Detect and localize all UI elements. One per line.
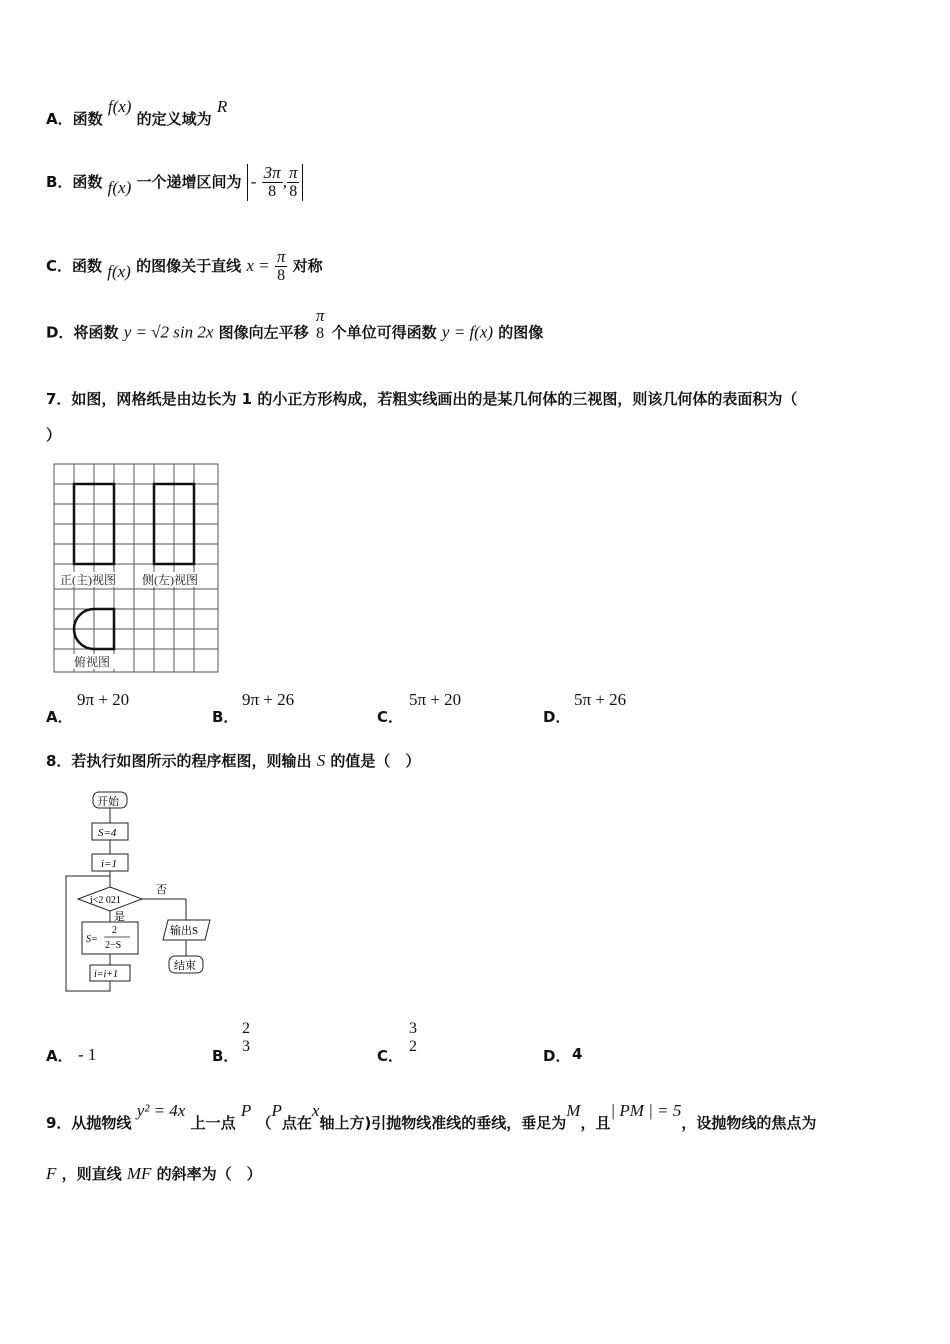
q6-option-a: A．函数 f(x) 的定义域为 R [46,97,228,128]
svg-text:是: 是 [114,911,125,923]
q6-option-c: C．函数 f(x) 的图像关于直线 x = $\frac{\pi}{8}$ 对称 [46,247,323,284]
q8-option-c-fraction: 3 2 [409,1020,417,1055]
q6-option-d: D．将函数 y = √2 sin 2x 图像向左平移 π 8 个单位可得函数 y = f(x) 的图像 [46,306,544,342]
fx-expression: f(x) [107,97,132,116]
flowchart [62,786,222,998]
top-view-label: 俯视图 [74,655,111,669]
q7-option-c-value: 5π + 20 [409,690,462,709]
svg-text:结束: 结束 [174,960,196,972]
svg-text:i=1: i=1 [101,858,117,870]
svg-text:输出S: 输出S [170,925,199,937]
svg-text:开始: 开始 [97,796,119,808]
q7-stem: 7．如图，网格纸是由边长为 1 的小正方形构成，若粗实线画出的是某几何体的三视图，则该几何体的表面积为（ [46,390,798,408]
q7-option-d-value: 5π + 26 [574,690,627,709]
svg-text:S=4: S=4 [98,827,117,839]
q8-option-b-label: B． [212,1047,239,1065]
q7-option-c-label: C． [377,708,404,726]
q8-stem: 8．若执行如图所示的程序框图，则输出 S 的值是（ ） [46,751,421,770]
q7-option-d-label: D． [543,708,571,726]
q7-option-b-value: 9π + 26 [242,690,295,709]
svg-text:否: 否 [156,884,167,896]
q8-option-c-label: C． [377,1047,404,1065]
svg-text:2−S: 2−S [105,940,122,951]
svg-text:i<2 021: i<2 021 [90,895,121,906]
side-view-label: 侧(左)视图 [142,573,198,587]
q8-option-a-value: - 1 [78,1045,97,1064]
q9-stem-line2: F ，则直线 MF 的斜率为（ ） [46,1164,262,1183]
svg-text:i=i+1: i=i+1 [94,969,119,980]
svg-text:2: 2 [112,925,117,936]
three-view-grid [52,462,220,674]
q8-option-d-value: 4 [572,1045,583,1063]
interval: - $\frac{3\pi}{8}$ , $\frac{\pi}{8}$ [247,164,304,201]
q8-option-a-label: A． [46,1047,73,1065]
front-view-label: 正(主)视图 [60,573,116,587]
q7-option-a-value: 9π + 20 [77,690,130,709]
q7-option-b-label: B． [212,708,239,726]
svg-text:S=: S= [86,934,98,945]
q6-option-b: B．函数 f(x) 一个递增区间为 - $\frac{3\pi}{8}$ , $\frac{\pi}{8}$ [46,164,303,201]
q7-stem-close: ） [46,426,62,444]
q8-option-d-label: D． [543,1047,571,1065]
set-r: R [216,97,228,116]
q9-stem-line1: 9．从抛物线 y² = 4x 上一点 P （P点在x轴上方)引抛物线准线的垂线，垂足为M，且| PM | = 5，设抛物线的焦点为 [46,1101,817,1132]
q8-option-b-fraction: 2 3 [242,1020,250,1055]
q7-option-a-label: A． [46,708,73,726]
